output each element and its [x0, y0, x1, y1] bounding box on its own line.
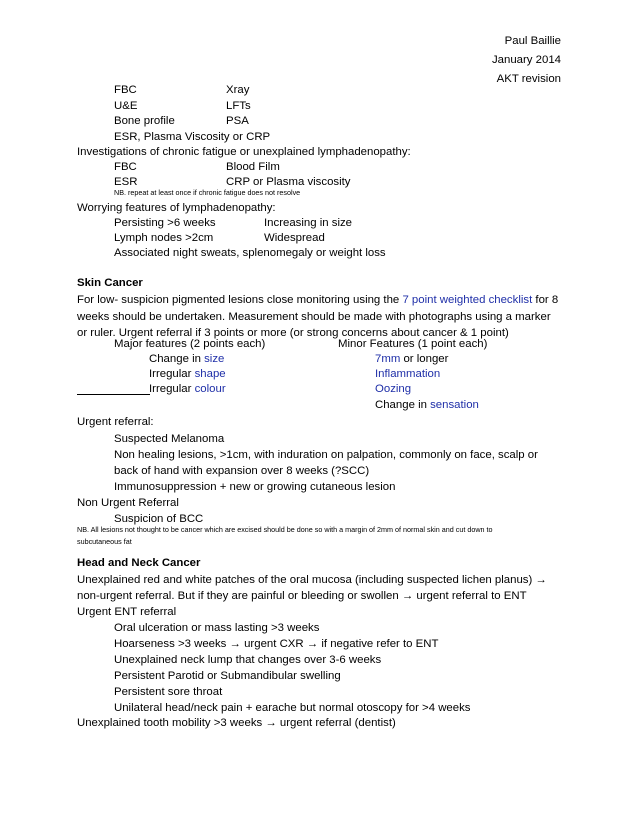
feature-text: Irregular [149, 368, 195, 380]
test-name: U&E [114, 100, 138, 112]
minor-feature [375, 398, 479, 412]
test-name: ESR [114, 176, 138, 188]
headneck-tail: Unexplained tooth mobility >3 weeks → urgent referral (dentist) [77, 717, 396, 729]
feature-text: or longer [400, 353, 449, 365]
lymph-feature: Increasing in size [264, 217, 353, 229]
minor-feature [375, 352, 448, 366]
test-name: LFTs [226, 100, 251, 112]
major-feature [149, 382, 226, 396]
lymph-feature: Lymph nodes >2cm [114, 232, 214, 244]
minor-feature [375, 367, 440, 381]
fatigue-note: NB. repeat at least once if chronic fatigue does not resolve [114, 188, 301, 197]
skin-text: For low- suspicion pigmented lesions close monitoring using the [77, 294, 403, 306]
urgent-item: Immunosuppression + new or growing cutaneous lesion [114, 481, 396, 493]
feature-highlight: size [204, 353, 225, 365]
ent-heading: Urgent ENT referral [77, 606, 177, 618]
major-feature [149, 367, 226, 381]
skin-note: subcutaneous fat [77, 537, 132, 546]
major-feature [149, 352, 224, 366]
urgent-heading: Urgent referral: [77, 416, 154, 428]
test-name: CRP or Plasma viscosity [226, 176, 351, 188]
skin-paragraph: weeks should be undertaken. Measurement should be made with photographs using a marker [77, 311, 551, 323]
skin-note: NB. All lesions not thought to be cancer which are excised should be done so with a margin of 2mm of normal skin and cut down to [77, 525, 493, 534]
lymph-feature: Widespread [264, 232, 325, 244]
minor-header: Minor Features (1 point each) [338, 338, 488, 350]
test-name: FBC [114, 161, 137, 173]
skin-paragraph [77, 293, 558, 307]
headneck-paragraph: Unexplained red and white patches of the oral mucosa (including suspected lichen planus) → [77, 574, 547, 586]
ent-item: Hoarseness >3 weeks → urgent CXR → if negative refer to ENT [114, 638, 439, 650]
test-name: FBC [114, 84, 137, 96]
ent-item: Oral ulceration or mass lasting >3 weeks [114, 622, 320, 634]
feature-text: Change in [375, 399, 431, 411]
headneck-paragraph: non-urgent referral. But if they are painful or bleeding or swollen → urgent referral to ENT [77, 590, 527, 602]
feature-highlight: 7mm [375, 353, 401, 365]
feature-text: Irregular [149, 383, 195, 395]
skin-title: Skin Cancer [77, 277, 143, 289]
test-name: Blood Film [226, 161, 280, 173]
ent-item: Persistent sore throat [114, 686, 223, 698]
fatigue-heading: Investigations of chronic fatigue or unexplained lymphadenopathy: [77, 146, 411, 158]
ent-item: Persistent Parotid or Submandibular swelling [114, 670, 341, 682]
lymph-heading: Worrying features of lymphadenopathy: [77, 202, 276, 214]
minor-feature [375, 382, 411, 396]
urgent-item: back of hand with expansion over 8 weeks (?SCC) [114, 465, 370, 477]
test-name: Xray [226, 84, 250, 96]
non-urgent-item: Suspicion of BCC [114, 513, 204, 525]
header-date: January 2014 [491, 54, 561, 66]
non-urgent-heading: Non Urgent Referral [77, 497, 179, 509]
lymph-feature: Persisting >6 weeks [114, 217, 216, 229]
feature-highlight: sensation [430, 399, 479, 411]
checklist-link[interactable]: 7 point weighted checklist [402, 294, 533, 306]
feature-highlight: shape [194, 368, 226, 380]
header-topic: AKT revision [496, 73, 561, 85]
skin-text: for 8 [532, 294, 559, 306]
test-name: PSA [226, 115, 249, 127]
test-line: ESR, Plasma Viscosity or CRP [114, 131, 271, 143]
feature-highlight: Inflammation [375, 368, 441, 380]
urgent-item: Non healing lesions, >1cm, with induration on palpation, commonly on face, scalp or [114, 449, 538, 461]
feature-highlight: Oozing [375, 383, 412, 395]
urgent-item: Suspected Melanoma [114, 433, 225, 445]
headneck-title: Head and Neck Cancer [77, 557, 201, 569]
ent-item: Unilateral head/neck pain + earache but normal otoscopy for >4 weeks [114, 702, 471, 714]
divider-underline [77, 394, 150, 395]
header-author: Paul Baillie [504, 35, 561, 47]
lymph-feature: Associated night sweats, splenomegaly or weight loss [114, 247, 386, 259]
feature-highlight: colour [194, 383, 226, 395]
skin-paragraph: or ruler. Urgent referral if 3 points or more (or strong concerns about cancer & 1 point) [77, 327, 509, 339]
feature-text: Change in [149, 353, 205, 365]
ent-item: Unexplained neck lump that changes over 3-6 weeks [114, 654, 382, 666]
major-header: Major features (2 points each) [114, 338, 266, 350]
test-name: Bone profile [114, 115, 175, 127]
